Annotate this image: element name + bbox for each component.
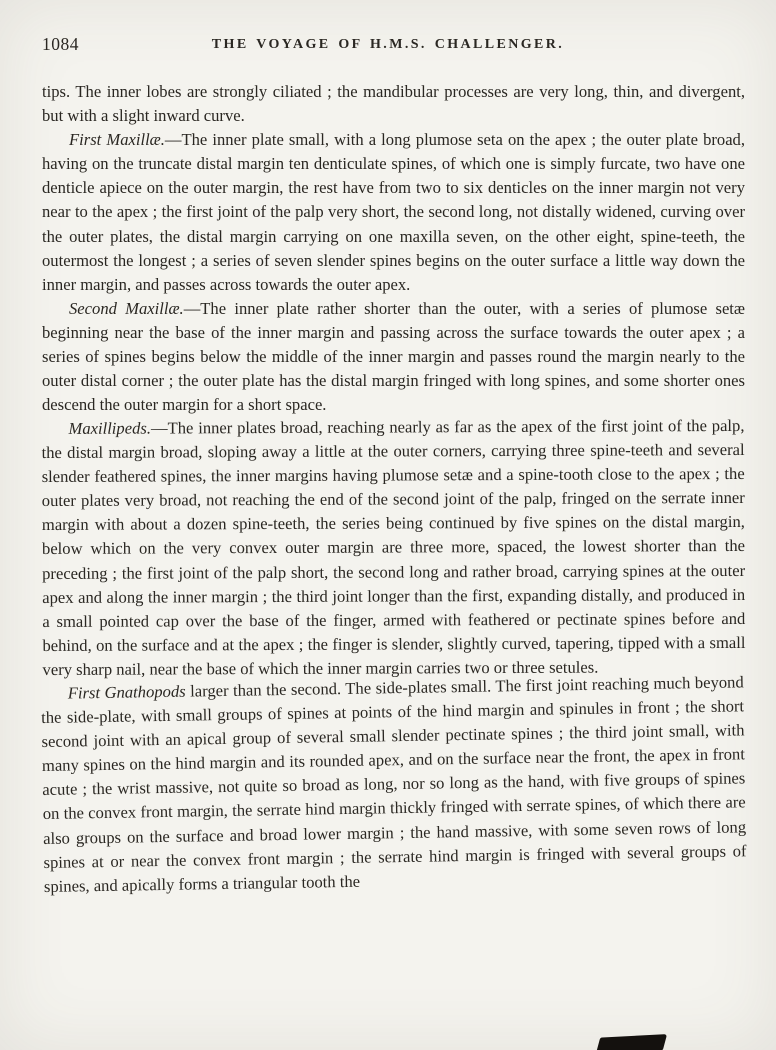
- page-body: [42, 80, 745, 899]
- paragraph-text: —The inner plate small, with a long plumose seta on the apex ; the outer plate broad, having on the truncate distal margin ten denticulate spines, of which one is simply furcate, two have one denticle apiece on the outer margin, the rest have from two to six denticles on the inner margin not very near to the apex ; the first joint of the palp very short, the second long, not distally widened, curving over the outer plates, the distal margin carrying on one maxilla seven, on the other eight, spine-teeth, the outermost the longest ; a series of seven slender spines begins on the outer surface a little way down the inner margin, and passes across towards the outer apex.: [42, 130, 746, 294]
- paragraph-text: larger than the second. The side-plates small. The first joint reaching much beyond the side-plate, with small groups of spines at points of the hind margin and spinules in front ; the short second joint with an apical group of several small slender pectinate spines ; the third joint small, with many spines on the hind margin and its rounded apex, and on the surface near the front, the apex in front acute ; the wrist massive, not quite so broad as long, nor so long as the hand, with five groups of spines on the convex front margin, the serrate hind margin thickly fringed with serrate spines, of which there are also groups on the surface and broad lower margin ; the hand massive, with some seven rows of long spines at or near the convex front margin ; the serrate hind margin is fringed with several groups of spines, and apically forms a triangular tooth the: [40, 672, 747, 897]
- paragraph-tips-continuation: [42, 80, 745, 128]
- page-header: [42, 34, 744, 58]
- paragraph-text: tips. The inner lobes are strongly ciliated ; the mandibular processes are very long, thin, and divergent, but with a slight inward curve.: [42, 82, 745, 126]
- paragraph-text: —The inner plates broad, reaching nearly as far as the apex of the first joint of the palp, the distal margin broad, sloping away a little at the outer corners, carrying three spine-teeth and several slender feathered spines, the inner margins having plumose setæ and a spine-tooth close to the apex ; the outer plates very broad, not reaching the end of the second joint of the palp, fringed on the serrate inner margin with about a dozen spine-teeth, the series being continued by five spines on the distal margin, below which on the very convex outer margin are three more, spaced, the lowest shorter than the preceding ; the first joint of the palp short, the second long and rather broad, carrying spines at the outer apex and along the inner margin ; the third joint longer than the first, expanding distally, and produced in a small pointed cap over the base of the finger, armed with feathered or pectinate spines before and behind, on the surface and at the apex ; the finger is slender, slightly curved, tapering, tipped with a small very sharp nail, near the base of which the inner margin carries two or three setules.: [41, 416, 746, 680]
- paragraph-maxillipeds: [41, 414, 745, 682]
- paragraph-lead: Second Maxillæ.: [69, 298, 184, 318]
- paragraph-text: —The inner plate rather shorter than the outer, with a series of plumose setæ beginning near the base of the inner margin and passing across the surface towards the outer apex ; a series of spines begins below the middle of the inner margin and passes round the margin nearly to the outer distal corner ; the outer plate has the distal margin fringed with long spines, and some shorter ones descend the outer margin for a short space.: [42, 298, 745, 415]
- scan-artifact: [596, 1034, 667, 1050]
- running-title: THE VOYAGE OF H.M.S. CHALLENGER.: [211, 37, 565, 52]
- paragraph-first-maxillae: [42, 128, 745, 297]
- paragraph-second-maxillae: [42, 297, 745, 417]
- page-number: 1084: [42, 34, 79, 54]
- paragraph-first-gnathopods: [41, 671, 747, 899]
- paragraph-lead: First Gnathopods: [67, 681, 186, 703]
- paragraph-lead: First Maxillæ.: [69, 130, 165, 150]
- paragraph-lead: Maxillipeds.: [68, 418, 152, 439]
